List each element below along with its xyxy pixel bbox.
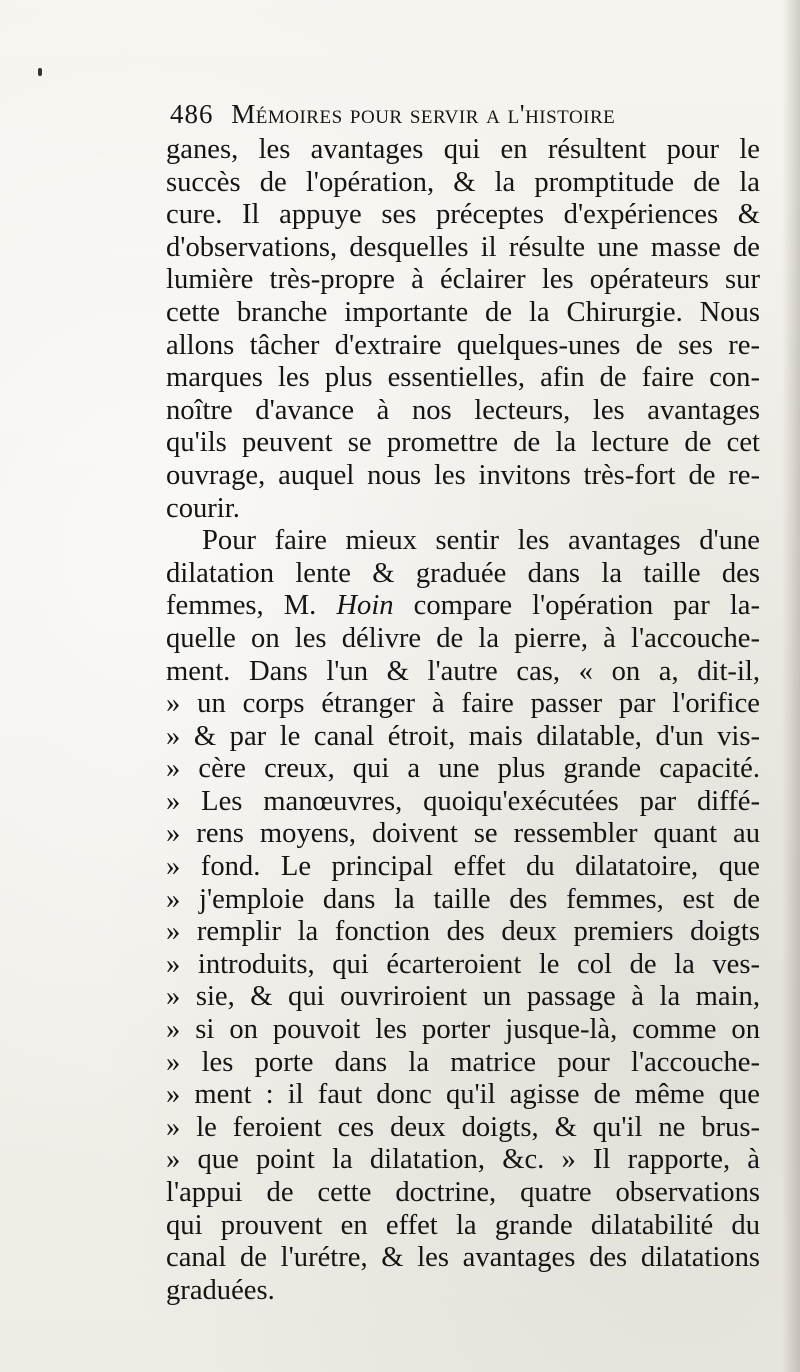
text-line: lumière très-propre à éclairer les opérateurs sur <box>166 264 760 296</box>
text-line: » Les manœuvres, quoiqu'exécutées par diffé- <box>166 785 760 817</box>
text-line: » rens moyens, doivent se ressembler quant au <box>166 818 760 850</box>
text-line: d'observations, desquelles il résulte une masse de <box>166 231 760 263</box>
text-line: » & par le canal étroit, mais dilatable, d'un vis- <box>166 720 760 752</box>
text-line: » fond. Le principal effet du dilatatoire, que <box>166 851 760 883</box>
body-text <box>166 134 760 1307</box>
ink-speck <box>38 68 42 76</box>
text-line: » que point la dilatation, &c. » Il rapporte, à <box>166 1144 760 1176</box>
text-line: qu'ils peuvent se promettre de la lecture de cet <box>166 427 760 459</box>
text-line: cette branche importante de la Chirurgie. Nous <box>166 296 760 328</box>
text-line: » le feroient ces deux doigts, & qu'il ne brus- <box>166 1111 760 1143</box>
text-line: ganes, les avantages qui en résultent pour le <box>166 134 760 165</box>
page-edge-shadow <box>782 0 800 1372</box>
text-line: Pour faire mieux sentir les avantages d'une <box>202 525 760 557</box>
text-line: ment. Dans l'un & l'autre cas, « on a, dit-il, <box>166 655 760 687</box>
text-line: allons tâcher d'extraire quelques-unes de ses re- <box>166 329 760 361</box>
page-number: 486 <box>170 99 214 129</box>
text-line: qui prouvent en effet la grande dilatabilité du <box>166 1209 760 1241</box>
page-header <box>170 96 770 132</box>
text-line: » introduits, qui écarteroient le col de la ves- <box>166 948 760 980</box>
text-line: » ment : il faut donc qu'il agisse de même que <box>166 1079 760 1111</box>
text-line: » si on pouvoit les porter jusque-là, comme on <box>166 1014 760 1046</box>
text-line: courir. <box>166 492 240 524</box>
text-line: cure. Il appuye ses préceptes d'expériences & <box>166 199 760 231</box>
text-line: femmes, M. Hoin compare l'opération par la- <box>166 590 760 622</box>
text-line: » cère creux, qui a une plus grande capacité. <box>166 753 760 785</box>
text-line: » un corps étranger à faire passer par l'orifice <box>166 688 760 720</box>
running-title: Mémoires pour servir a l'histoire <box>231 99 616 129</box>
text-line: » j'emploie dans la taille des femmes, est de <box>166 883 760 915</box>
text-line: graduées. <box>166 1274 275 1306</box>
text-line: » sie, & qui ouvriroient un passage à la main, <box>166 981 760 1013</box>
text-line: canal de l'urétre, & les avantages des dilatations <box>166 1242 760 1274</box>
text-line: noître d'avance à nos lecteurs, les avantages <box>166 394 760 426</box>
text-line: dilatation lente & graduée dans la taille des <box>166 557 760 589</box>
text-line: ouvrage, auquel nous les invitons très-fort de re- <box>166 459 760 491</box>
text-line: succès de l'opération, & la promptitude de la <box>166 166 760 198</box>
text-line: quelle on les délivre de la pierre, à l'accouche- <box>166 622 760 654</box>
text-line: l'appui de cette doctrine, quatre observations <box>166 1177 760 1208</box>
text-line: » remplir la fonction des deux premiers doigts <box>166 916 760 948</box>
text-line: » les porte dans la matrice pour l'accouche- <box>166 1046 760 1078</box>
text-line: marques les plus essentielles, afin de faire con- <box>166 362 760 394</box>
